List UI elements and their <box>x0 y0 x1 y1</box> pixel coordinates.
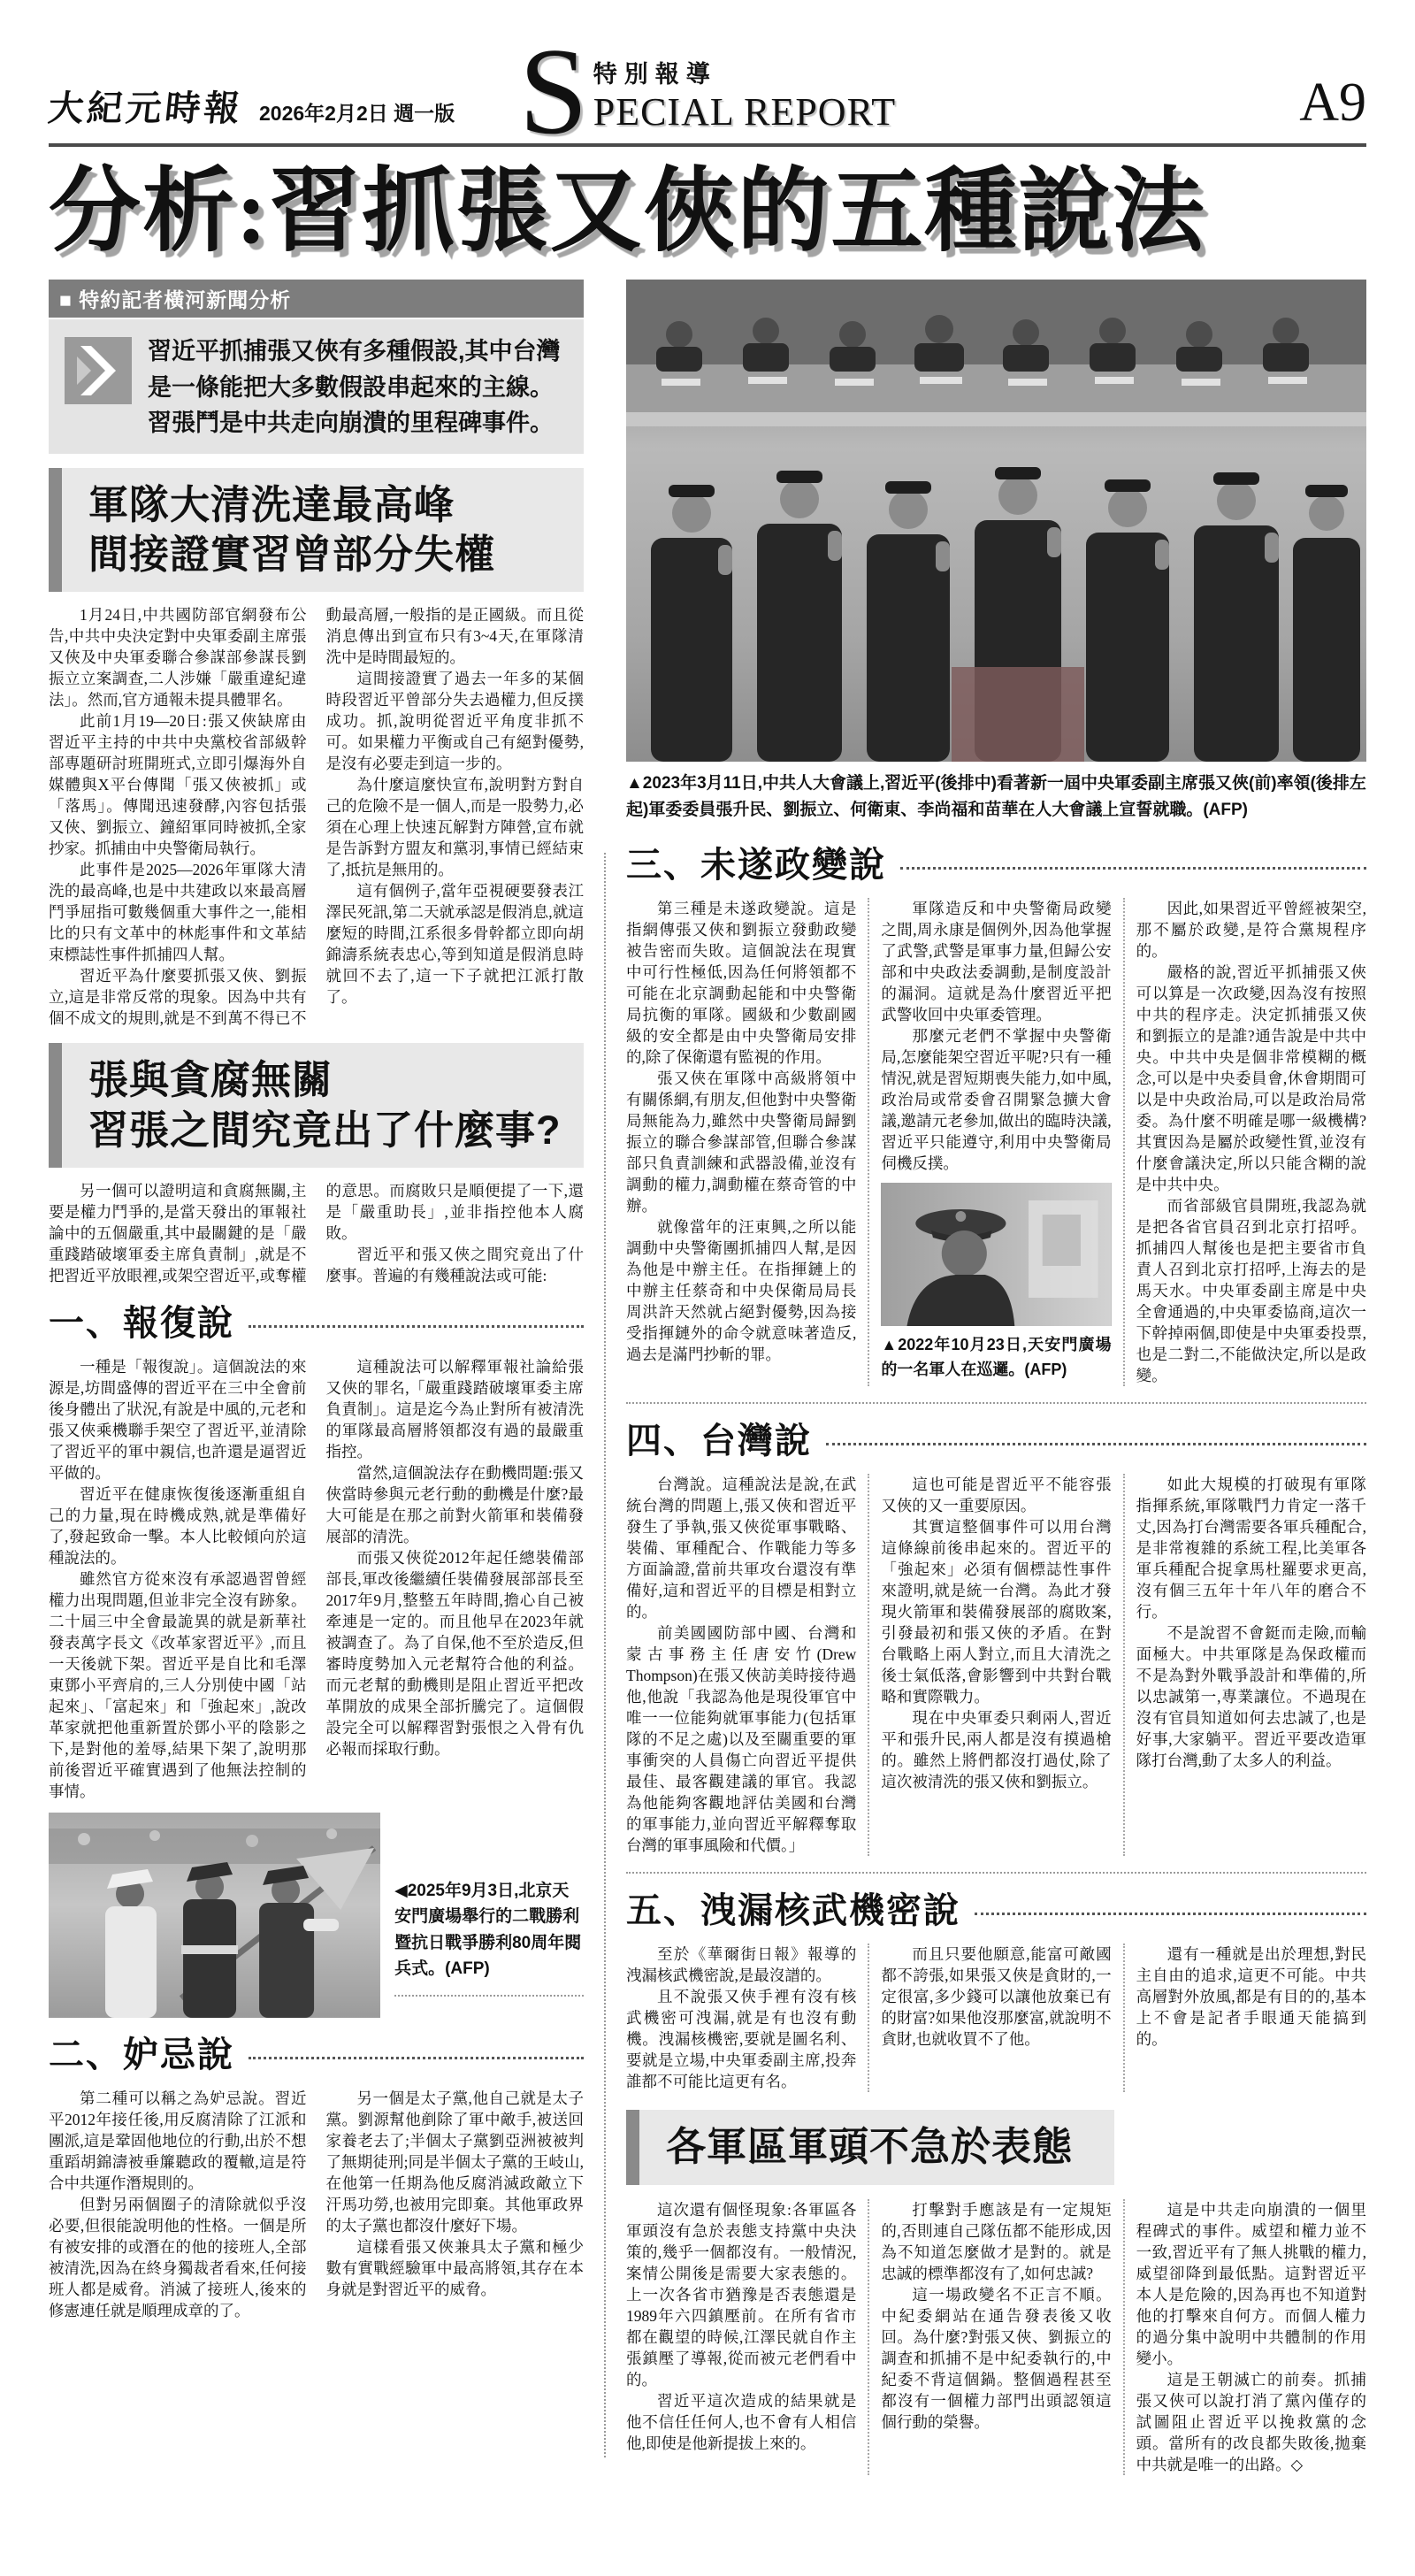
paragraph: 此前1月19—20日:張又俠缺席由習近平主持的中共中央黨校省部級幹部專題研討班開班式,立即引爆海外自媒體與X平台傳聞「張又俠被抓」或「落馬」。傳聞迅速發酵,內容包括張又俠、劉振立、鐘紹軍同時被抓,全家抄家。抓捕由中央警衛局執行。 <box>49 712 307 858</box>
intro-text <box>49 604 584 1029</box>
text-column <box>626 1474 868 1856</box>
section-name-en: PECIAL REPORT <box>593 90 897 134</box>
section-initial: S <box>518 22 588 160</box>
paragraph: 當然,這個說法存在動機問題:張又俠當時參與元老行動的動機是什麼?最大可能是在那之前對火箭軍和裝備發展部的清洗。 <box>325 1463 584 1545</box>
paragraph: 而且只要他願意,能富可敵國都不誇張,如果張又俠是貪財的,一定很富,多少錢可以讓他放棄已有的財富?如果他沒那麼富,就說明不貪財,也就收買不了他。 <box>881 1945 1112 2049</box>
paragraph: 其實這整個事件可以用台灣這條線前後串起來的。習近平的「強起來」必須有個標誌性事件來證明,就是統一台灣。為此才發現火箭軍和裝備發展部的腐敗案,引發最初和張又俠的矛盾。在對台戰略上兩人對立,而且大清洗之後士氣低落,會影響到中共對台戰略和實際戰力。 <box>881 1518 1112 1706</box>
paragraph: 一種是「報復說」。這個說法的來源是,坊間盛傳的習近平在三中全會前後身體出了狀況,有說是中風的,元老和張又俠乘機聯手架空了習近平,並清除了習近平的軍中親信,也許還是逼習近平做的。 <box>49 1357 307 1482</box>
chevron-right-icon <box>65 337 132 404</box>
subhead-purge <box>49 468 584 593</box>
text-column <box>1123 1474 1366 1856</box>
text-column <box>1123 2199 1366 2475</box>
paragraph: 不是說習不會鋌而走險,而輸面極大。中共軍隊是為保政權而不是為對外戰爭設計和準備的,所以忠誠第一,專業讓位。不過現在沒有官員知道如何去忠誠了,也是好事,大家躺平。習近平要改造軍隊打台灣,動了太多人的利益。 <box>1136 1624 1366 1770</box>
section-six-columns <box>626 2199 1366 2475</box>
section-one-header <box>49 1295 584 1346</box>
paragraph: 這間接證實了過去一年多的某個時段習近平曾部分失去過權力,但反撲成功。抓,說明從習近平角度非抓不可。如果權力平衡或自己有絕對優勢,是沒有必要走到這一步的。 <box>325 670 584 773</box>
section-one-title: 一、報復說 <box>49 1303 234 1343</box>
patrol-photo-caption: ▲2022年10月23日,天安門廣場的一名軍人在巡邏。(AFP) <box>881 1336 1112 1379</box>
paragraph: 另一個可以證明這和貪腐無關,主要是權力鬥爭的,是當天發出的軍報社論中的五個嚴重,其中最關鍵的是「嚴重踐踏破壞軍委主席負責制」,就是不把習近平放眼裡,或架空習近平,或奪權的意思。而腐敗只是順便提了一下,還是「嚴重助長」,並非指控他本人腐敗。 <box>49 1181 584 1284</box>
page-number: A9 <box>1299 73 1366 133</box>
text-column <box>1123 898 1366 1386</box>
masthead-left <box>46 80 455 131</box>
paragraph: 打擊對手應該是有一定規矩的,否則連自己隊伍都不能形成,因為不知道怎麼做才是對的。就是忠誠的標準都沒有了,如何忠誠? <box>881 2200 1112 2282</box>
paragraph: 習近平和張又俠之間究竟出了什麼事。普遍的有幾種說法或可能: <box>325 1245 584 1284</box>
section-five-columns <box>626 1944 1366 2092</box>
patrol-photo <box>881 1183 1111 1326</box>
text-column <box>626 898 868 1386</box>
paragraph: 這有個例子,當年亞視硬要發表江澤民死訊,第二天就承認是假消息,就這麼短的時間,江系很多骨幹都立即向胡錦濤系統表忠心,等到知道是假消息時就回不去了,這一下子就把江派打散了。 <box>325 882 584 1007</box>
section-two-header <box>49 2027 584 2077</box>
paragraph: 就像當年的汪東興,之所以能調動中央警衛團抓捕四人幫,是因為他是中辦主任。在指揮鏈上的中辦主任蔡奇和中央保衛局局長周洪許天然就占絕對優勢,因為接受指揮鏈外的命令就意味著造反,過去是滿門抄斬的罪。 <box>626 1218 857 1364</box>
paragraph: 第三種是未遂政變說。這是指網傳張又俠和劉振立發動政變被告密而失敗。這個說法在現實中可行性極低,因為任何將領都不可能在北京調動起能和中央警衛局抗衡的軍隊。國級和少數副國級的安全都是由中央警衛局安排的,除了保衛還有監視的作用。 <box>626 900 857 1067</box>
paragraph: 而張又俠從2012年起任總裝備部部長,軍改後繼續任裝備發展部部長至2017年9月,整整五年時間,擔心自己被牽連是一定的。而且他早在2023年就被調查了。為了自保,他不至於造反,但審時度勢加入元老幫符合他的利益。而元老幫的動機則是阻止習近平把改革開放的成果全部折騰完了。這個假設完全可以解釋習對張恨之入骨有仇必報而採取行動。 <box>325 1548 584 1758</box>
paragraph: 且不說張又俠手裡有沒有核武機密可洩漏,就是有也沒有動機。洩漏核機密,要就是圖名利、要就是立場,中央軍委副主席,投奔誰都不可能比這更有名。 <box>626 1988 857 2091</box>
section-two-text <box>49 2088 584 2321</box>
paragraph: 台灣說。這種說法是說,在武統台灣的問題上,張又俠和習近平發生了爭執,張又俠從軍事戰略、裝備、軍種配合、作戰能力等多方面論證,當前共軍攻台還沒有準備好,這和習近平的目標是相對立的。 <box>626 1476 857 1622</box>
date-line: 2026年2月2日 週一版 <box>259 102 455 125</box>
paragraph: 另一個是太子黨,他自己就是太子黨。劉源幫他剷除了軍中敵手,被送回家養老去了;半個太子黨劉亞洲被被判了無期徒刑;同是半個太子黨的王岐山,在他第一任期為他反腐消滅政敵立下汗馬功勞,也被用完即棄。其他軍政界的太子黨也都沒什麼好下場。 <box>325 2089 584 2235</box>
masthead-rule <box>49 143 1366 147</box>
section-name-cn: 特別報導 <box>593 61 717 88</box>
section-four-title: 四、台灣說 <box>626 1422 812 1461</box>
content-grid <box>49 280 1366 2474</box>
paragraph: 習近平在健康恢復後逐漸重組自己的力量,現在時機成熟,就是準備好了,發起致命一擊。本人比較傾向於這種說法的。 <box>49 1484 307 1567</box>
section-three-title: 三、未遂政變說 <box>626 846 886 886</box>
paragraph: 習近平為什麼要抓張又俠、劉振立,這是非常反常的現象。因為中共有個不成文的規則,就是不到萬不得已不動最高層,一般指的是正國級。而且從消息傳出到宣布只有3~4天,在軍隊清洗中是時間最短的。 <box>49 606 584 1028</box>
section-five-title: 五、洩漏核武機密說 <box>626 1891 960 1931</box>
text-column <box>868 1474 1122 1856</box>
parade-photo <box>49 1813 380 2018</box>
section-two-title: 二、妒忌說 <box>49 2035 234 2074</box>
paragraph: 那麼元老們不掌握中央警衛局,怎麼能架空習近平呢?只有一種情況,就是習短期喪失能力,如中風,政治局或常委會召開緊急擴大會議,邀請元老參加,做出的臨時決議,習近平只能遵守,利用中央警衛局伺機反撲。 <box>881 1027 1112 1173</box>
paragraph: 現在中央軍委只剩兩人,習近平和張升民,兩人都是沒有摸過槍的。雖然上將們都沒打過仗,除了這次被清洗的張又俠和劉振立。 <box>881 1709 1112 1791</box>
paragraph: 前美國國防部中國、台灣和蒙古事務主任唐安竹(Drew Thompson)在張又俠訪美時接待過他,他說「我認為他是現役軍官中唯一一位能夠就軍事能力(包括軍隊的不足之處)以及至關重要的軍事衝突的人員傷亡向習近平提供最佳、最客觀建議的軍官。我認為他能夠客觀地評估美國和台灣的軍事能力,並向習近平解釋奪取台灣的軍事風險和代價。」 <box>626 1624 857 1855</box>
section-three-columns <box>626 898 1366 1386</box>
section-five-header <box>626 1882 1366 1933</box>
subhead-commanders <box>626 2110 1114 2184</box>
paragraph: 但對另兩個圈子的清除就似乎沒必要,但很能說明他的性格。一個是所有被安排的或潛在的他的接班人,全部被清洗,因為在終身獨裁者看來,任何接班人都是威脅。消滅了接班人,後來的修憲連任就是順理成章的了。 <box>49 2195 307 2319</box>
subhead-quarrel <box>49 1043 584 1168</box>
caption-rule <box>394 1995 584 1997</box>
dotted-leader <box>249 2057 584 2059</box>
section-banner-stack <box>593 55 896 140</box>
section-one-text <box>49 1356 584 1802</box>
text-column <box>868 898 1122 1386</box>
paragraph: 1月24日,中共國防部官網發布公告,中共中央決定對中央軍委副主席張又俠及中央軍委聯合參謀部參謀長劉振立立案調查,二人涉嫌「嚴重違紀違法」。然而,官方通報未提具體罪名。 <box>49 606 307 709</box>
paragraph: 這次還有個怪現象:各軍區各軍頭沒有急於表態支持黨中央決策的,幾乎一個都沒有。一般情況,案情公開後是需要大家表態的。上一次各省市猶豫是否表態還是1989年六四鎮壓前。在所有省市都在觀望的時候,江澤民就自作主張鎮壓了導報,從而被元老們看中的。 <box>626 2200 857 2388</box>
dotted-leader <box>900 867 1366 870</box>
left-column-area <box>49 280 584 2474</box>
text-column <box>868 2199 1122 2475</box>
lead-box <box>49 319 584 454</box>
paragraph: 這也可能是習近平不能容張又俠的又一重要原因。 <box>881 1476 1112 1515</box>
parade-caption-wrap <box>394 1813 584 2018</box>
masthead <box>46 22 1366 160</box>
right-column-area <box>626 280 1366 2474</box>
paragraph: 張又俠在軍隊中高級將領中有關係網,有朋友,但他對中央警衛局無能為力,雖然中央警衛局歸劉振立的聯合參謀部管,但聯合參謀部只負責訓練和武器設備,並沒有調動的權力,調動權在蔡奇管的中辦。 <box>626 1070 857 1215</box>
paragraph: 此事件是2025—2026年軍隊大清洗的最高峰,也是中共建政以來最高層鬥爭屈指可數幾個重大事件之一,能相比的只有文革中的林彪事件和文革結束標誌性事件抓捕四人幫。 <box>49 861 307 964</box>
section-divider <box>626 1872 1366 1874</box>
dotted-leader <box>826 1443 1366 1445</box>
subhead-commanders-line: 各軍區軍頭不急於表態 <box>666 2124 1074 2170</box>
subhead-quarrel-line1: 張與貪腐無關 <box>88 1057 333 1103</box>
paragraph: 第二種可以稱之為妒忌說。習近平2012年接任後,用反腐清除了江派和團派,這是鞏固他地位的行動,出於不想重蹈胡錦濤被垂簾聽政的覆轍,這是符合中共運作潛規則的。 <box>49 2089 307 2192</box>
text-column <box>626 2199 868 2475</box>
paragraph: 這是中共走向崩潰的一個里程碑式的事件。威望和權力並不一致,習近平有了無人挑戰的權力,威望卻降到最低點。這對習近平本人是危險的,因為再也不知道對他的打擊來自何方。而個人權力的過分集中說明中共體制的作用變小。 <box>1136 2200 1366 2367</box>
section-banner <box>518 22 897 160</box>
parade-photo-block <box>49 1813 584 2018</box>
paragraph: 至於《華爾街日報》報導的洩漏核武機密說,是最沒譜的。 <box>626 1945 857 1985</box>
paragraph: 這一場政變名不正言不順。中紀委網站在通告發表後又收回。為什麼?對張又俠、劉振立的調查和抓捕不是中紀委執行的,中紀委不背這個鍋。整個過程甚至都沒有一個權力部門出頭認領這個行動的榮譽。 <box>881 2285 1112 2431</box>
paper-name: 大紀元時報 <box>46 88 246 128</box>
main-photo-caption: ▲2023年3月11日,中共人大會議上,習近平(後排中)看著新一屆中央軍委副主席張又俠(前)率領(後排左起)軍委委員張升民、劉振立、何衛東、李尚福和苗華在人大會議上宣誓就職。(AFP) <box>626 774 1366 819</box>
text-column <box>626 1944 868 2092</box>
paragraph: 雖然官方從來沒有承認過習曾經權力出現問題,但並非完全沒有跡象。二十屆三中全會最詭異的就是新華社發表萬字長文《改革家習近平》,而且一天後就下架。習近平是自比和毛澤東鄧小平齊肩的,三人分別使中國「站起來」、「富起來」和「強起來」,說改革家就把他重新置於鄧小平的陰影之下,是對他的羞辱,結果下架了,說明那前後習近平確實遇到了他無法控制的事情。 <box>49 1569 307 1800</box>
byline-bar: ■ 特約記者橫河新聞分析 <box>49 280 584 318</box>
section-three-header <box>626 837 1366 887</box>
dotted-leader <box>249 1325 584 1328</box>
paragraph: 而省部級官員開班,我認為就是把各省官員召到北京打招呼。抓捕四人幫後也是把主要省市負責人召到北京打招呼,上海去的是馬天水。中央軍委副主席是中央全會通過的,中央軍委協商,這次一下幹掉兩個,即使是中央軍委投票,也是二對二,不能做決定,所以是政變。 <box>1136 1197 1366 1385</box>
text-column <box>1123 1944 1366 2092</box>
paragraph: 因此,如果習近平曾經被架空,那不屬於政變,是符合黨規程序的。 <box>1136 900 1366 961</box>
paragraph: 這樣看張又俠兼具太子黨和極少數有實戰經驗軍中最高將領,其存在本身就是對習近平的威脅。 <box>325 2237 584 2298</box>
paragraph: 這種說法可以解釋軍報社論給張又俠的罪名,「嚴重踐踏破壞軍委主席負責制」。這是迄今為止對所有被清洗的軍隊最高層將領都沒有過的最嚴重指控。 <box>325 1357 584 1460</box>
subhead-purge-line1: 軍隊大清洗達最高峰 <box>88 481 455 527</box>
main-photo <box>626 280 1366 762</box>
subhead-quarrel-line2: 習張之間究竟出了什麼事? <box>88 1107 562 1153</box>
dotted-leader <box>975 1913 1366 1915</box>
paragraph: 還有一種就是出於理想,對民主自由的追求,這更不可能。中共高層對外放風,都是有目的的,基本上不會是記者手眼通天能搞到的。 <box>1136 1945 1366 2049</box>
quarrel-text <box>49 1180 584 1286</box>
section-four-columns <box>626 1474 1366 1856</box>
main-headline: 分析:習抓張又俠的五種說法 <box>49 161 1206 263</box>
section-divider <box>626 1402 1366 1404</box>
patrol-photo-block <box>881 1183 1111 1383</box>
paragraph: 這是王朝滅亡的前奏。抓捕張又俠可以說打消了黨內僅存的試圖阻止習近平以挽救黨的念頭。當所有的改良都失敗後,拋棄中共就是唯一的出路。◇ <box>1136 2370 1366 2473</box>
paragraph: 嚴格的說,習近平抓捕張又俠可以算是一次政變,因為沒有按照中共的程序走。決定抓捕張又俠和劉振立的是誰?通告說是中共中央。中共中央是個非常模糊的概念,可以是中央委員會,休會期間可以是中央政治局,可以是政治局常委。為什麼不明確是哪一級機構?其實因為是屬於政變性質,並沒有什麼會議決定,所以只能含糊的說是中共中央。 <box>1136 963 1366 1194</box>
section-four-header <box>626 1413 1366 1463</box>
paragraph: 軍隊造反和中央警衛局政變之間,周永康是個例外,因為他掌握了武警,武警是軍事力量,但歸公安部和中央政法委調動,是制度設計的漏洞。這就是為什麼習近平把武警收回中央軍委管理。 <box>881 900 1112 1024</box>
subhead-purge-line2: 間接證實習曾部分失權 <box>88 532 496 578</box>
paragraph: 如此大規模的打破現有軍隊指揮系統,軍隊戰鬥力肯定一落千丈,因為打台灣需要各軍兵種配合,是非常複雜的系統工程,比美軍各軍兵種配合捉拿馬杜羅要求更高,沒有個三五年十年八年的磨合不行。 <box>1136 1476 1366 1622</box>
text-column <box>868 1944 1122 2092</box>
parade-photo-caption: ◀2025年9月3日,北京天安門廣場舉行的二戰勝利暨抗日戰爭勝利80周年閱兵式。(AFP) <box>394 1881 582 1979</box>
paragraph: 為什麼這麼快宣布,說明對方對自己的危險不是一個人,而是一股勢力,必須在心理上快速瓦解對方陣營,宣布就是告訴對方盟友和黨羽,事情已經結束了,抵抗是無用的。 <box>325 776 584 879</box>
lead-text: 習近平抓捕張又俠有多種假設,其中台灣是一條能把大多數假設串起來的主線。習張鬥是中共走向崩潰的里程碑事件。 <box>148 338 561 437</box>
paragraph: 習近平這次造成的結果就是他不信任任何人,也不會有人相信他,即使是他新提拔上來的。 <box>626 2391 857 2452</box>
